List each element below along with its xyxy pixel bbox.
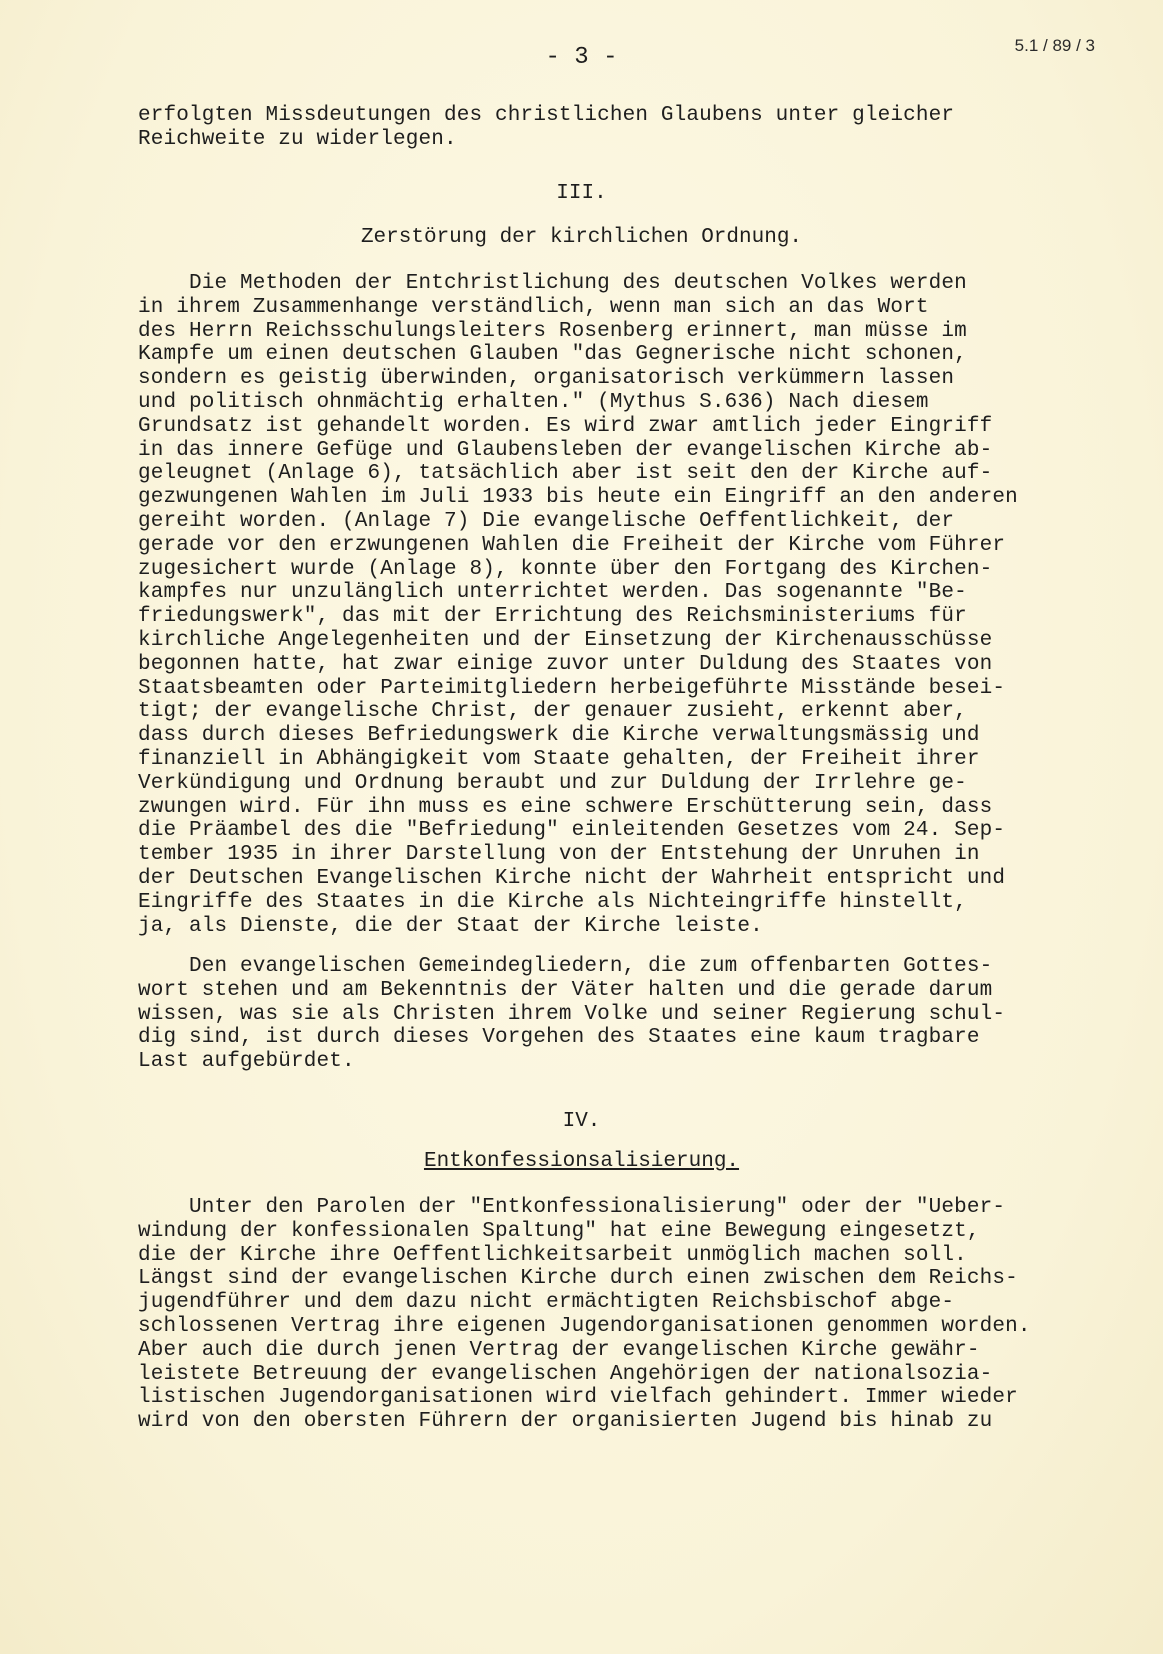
section-3-paragraph-1: Die Methoden der Entchristlichung des deutschen Volkes werden in ihrem Zusammenhange verständlich, wenn man sich an das Wort des Herrn Reichsschulungsleiters Rosenberg erinnert, man müsse im Kampfe um einen deutschen Glauben "das Gegnerische nicht schonen, sondern es geistig überwinden, organisatorisch verkümmern lassen und politisch ohnmächtig erhalten." (Mythus S.636) Nach diesem Grundsatz ist gehandelt worden. Es wird zwar amtlich jeder Eingriff in das innere Gefüge und Glaubensleben der evangelischen Kirche ab- geleugnet (Anlage 6), tatsächlich aber ist seit den der Kirche auf- gezwungenen Wahlen im Juli 1933 bis heute ein Eingriff an den anderen gereiht worden. (Anlage 7) Die evangelische Oeffentlichkeit, der gerade vor den erzwungenen Wahlen die Freiheit der Kirche vom Führer zugesichert wurde (Anlage 8), konnte über den Fortgang des Kirchen- kampfes nur unzulänglich unterrichtet werden. Das sogenannte "Be- friedungswerk", das mit der Errichtung des Reichsministeriums für kirchliche Angelegenheiten und der Einsetzung der Kirchenausschüsse begonnen hatte, hat zwar einige zuvor unter Duldung des Staates von Staatsbeamten oder Parteimitgliedern herbeigeführte Misstände besei- tigt; der evangelische Christ, der genauer zusieht, erkennt aber, dass durch dieses Befriedungswerk die Kirche verwaltungsmässig und finanziell in Abhängigkeit vom Staate gehalten, der Freiheit ihrer Verkündigung und Ordnung beraubt und zur Duldung der Irrlehre ge- zwungen wird. Für ihn muss es eine schwere Erschütterung sein, dass die Präambel des die "Befriedung" einleitenden Gesetzes vom 24. Sep- tember 1935 in ihrer Darstellung von der Entstehung der Unruhen in der Deutschen Evangelischen Kirche nicht der Wahrheit entspricht und Eingriffe des Staates in die Kirche als Nichteingriffe hinstellt, ja, als Dienste, die der Staat der Kirche leiste.	[138, 272, 1018, 938]
section-3-paragraph-2: Den evangelischen Gemeindegliedern, die zum offenbarten Gottes- wort stehen und am Bekenntnis der Väter halten und die gerade darum wissen, was sie als Christen ihrem Volke und seiner Regierung schul- dig sind, ist durch dieses Vorgehen des Staates eine kaum tragbare Last aufgebürdet.	[138, 955, 1006, 1074]
section-4-title: Entkonfessionsalisierung.	[423, 1150, 740, 1173]
section-3-title: Zerstörung der kirchlichen Ordnung.	[360, 226, 803, 249]
section-4-numeral: IV.	[562, 1110, 601, 1133]
page-number: - 3 -	[545, 44, 618, 71]
section-3-numeral: III.	[556, 182, 607, 205]
section-4-paragraph-1: Unter den Parolen der "Entkonfessionalisierung" oder der "Ueber- windung der konfessionalen Spaltung" hat eine Bewegung eingesetzt, die der Kirche ihre Oeffentlichkeitsarbeit unmöglich machen soll. Längst sind der evangelischen Kirche durch einen zwischen dem Reichs- jugendführer und dem dazu nicht ermächtigten Reichsbischof abge- schlossenen Vertrag ihre eigenen Jugendorganisationen genommen worden. Aber auch die durch jenen Vertrag der evangelischen Kirche gewähr- leistete Betreuung der evangelischen Angehörigen der nationalsozia- listischen Jugendorganisationen wird vielfach gehindert. Immer wieder wird von den obersten Führern der organisierten Jugend bis hinab zu	[138, 1196, 1031, 1434]
archive-reference: 5.1 / 89 / 3	[1014, 36, 1095, 55]
intro-paragraph: erfolgten Missdeutungen des christlichen Glaubens unter gleicher Reichweite zu widerlegen.	[138, 104, 955, 151]
